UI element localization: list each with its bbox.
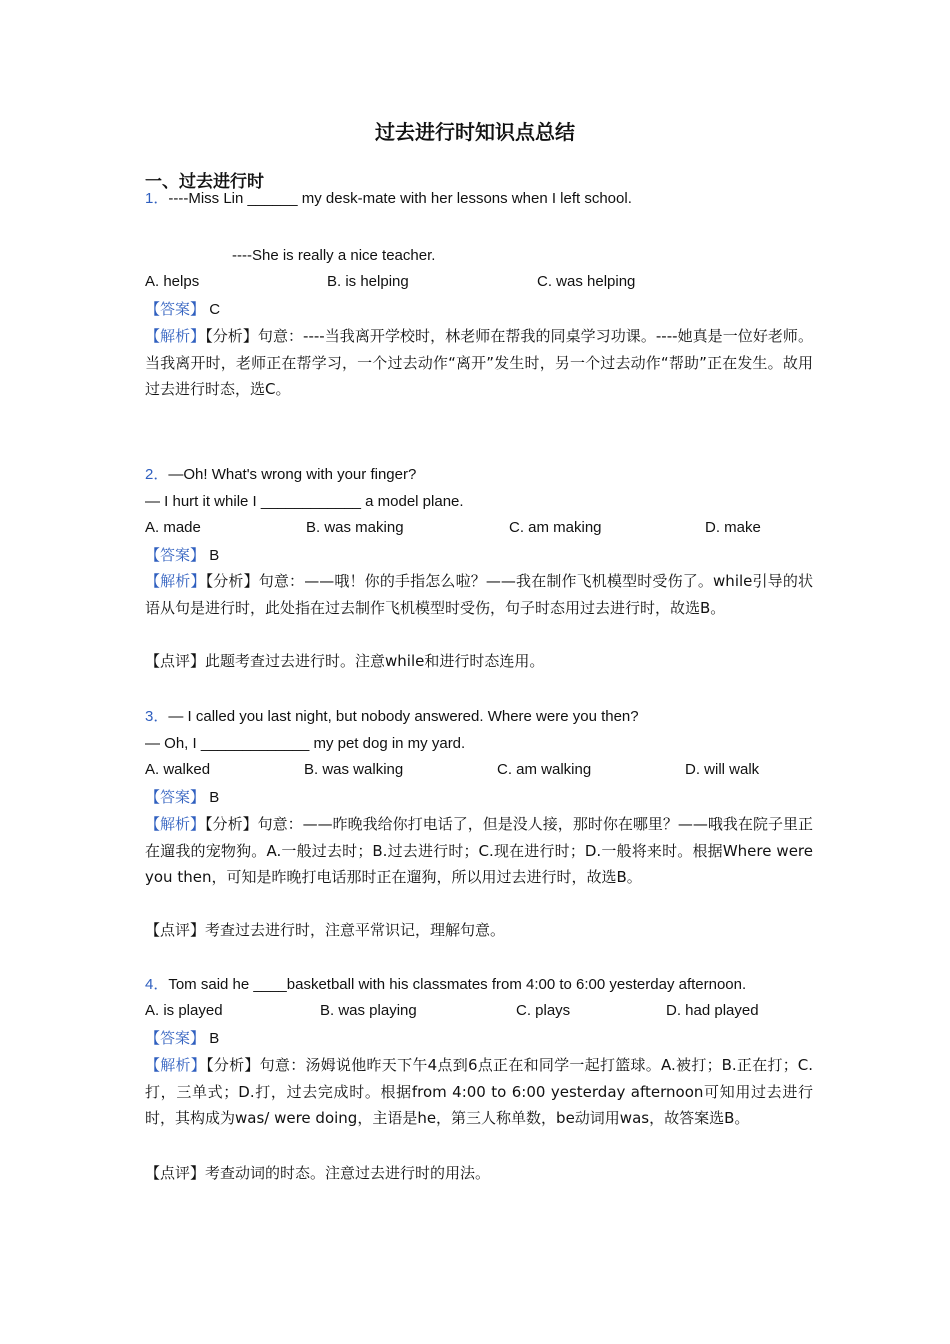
analysis-text: 【分析】句意：——昨晚我给你打电话了，但是没人接，那时你在哪里？——哦我在院子里正在遛我的宠物狗。A.一般过去时；B.过去进行时；C.现在进行时；D.一般将来时。根据Where were you then，可知是昨晚打电话那时正在遛狗，所以用过去进行时，故选B。 [145,815,813,886]
question-stem: — I hurt it while I ____________ a model plane. [145,493,464,510]
answer-line [145,787,219,808]
question-number: 4． [145,976,169,993]
comment: 【点评】考查动词的时态。注意过去进行时的用法。 [145,1164,491,1182]
option-a: A. helps [145,273,200,290]
question-stem: ----Miss Lin ______ my desk-mate with her lessons when I left school. [168,190,632,207]
answer-tag: 【答案】 [145,300,206,318]
option-a: A. walked [145,761,211,778]
question-stem: Tom said he ____basketball with his classmates from 4:00 to 6:00 yesterday afternoon. [168,976,747,993]
analysis [145,323,813,403]
option-c: C. am making [509,519,602,536]
option-b: B. was playing [320,1002,417,1019]
answer-line [145,299,220,320]
option-b: B. is helping [327,273,409,290]
answer-value: B [209,547,220,564]
question-stem: — Oh, I _____________ my pet dog in my yard. [145,735,466,752]
comment: 【点评】此题考查过去进行时。注意while和进行时态连用。 [145,652,545,670]
answer-value: B [209,789,220,806]
answer-tag: 【答案】 [145,1029,206,1047]
analysis-tag: 【解析】 [145,1056,207,1074]
option-c: C. plays [516,1002,571,1019]
answer-tag: 【答案】 [145,546,206,564]
question-stem: —Oh! What's wrong with your finger? [168,466,417,483]
option-a: A. made [145,519,201,536]
analysis-text: 【分析】句意：汤姆说他昨天下午4点到6点正在和同学一起打篮球。A.被打；B.正在打；C.打，三单式；D.打，过去完成时。根据from 4:00 to 6:00 yesterday afternoon可知用过去进行时，其构成为was/ were doing，主语是he，第三人称单数，be动词用was，故答案选B。 [145,1056,813,1127]
section-heading: 一、过去进行时 [145,172,264,192]
question-number: 3． [145,708,169,725]
analysis-tag: 【解析】 [145,327,206,345]
option-b: B. was walking [304,761,404,778]
question-stem: ----She is really a nice teacher. [232,247,436,264]
analysis [145,811,813,891]
answer-value: C [209,301,221,318]
page-title: 过去进行时知识点总结 [375,120,575,144]
analysis-text: 【分析】句意：——哦！你的手指怎么啦？——我在制作飞机模型时受伤了。while引导的状语从句是进行时，此处指在过去制作飞机模型时受伤，句子时态用过去进行时，故选B。 [145,572,813,617]
option-c: C. am walking [497,761,592,778]
analysis [145,1052,813,1132]
option-d: D. will walk [685,761,760,778]
analysis-tag: 【解析】 [145,815,206,833]
option-c: C. was helping [537,273,636,290]
question-number: 2． [145,466,169,483]
question-stem: — I called you last night, but nobody answered. Where were you then? [168,708,639,725]
answer-tag: 【答案】 [145,788,206,806]
comment: 【点评】考查过去进行时，注意平常识记，理解句意。 [145,921,506,939]
analysis-tag: 【解析】 [145,572,206,590]
analysis [145,568,813,621]
answer-line [145,1028,219,1049]
option-a: A. is played [145,1002,223,1019]
analysis-text: 【分析】句意：----当我离开学校时，林老师在帮我的同桌学习功课。----她真是一位好老师。当我离开时，老师正在帮学习，一个过去动作“离开”发生时，另一个过去动作“帮助”正在发生。故用过去进行时态，选C。 [145,327,813,398]
answer-line [145,545,219,566]
question-number: 1． [145,190,169,207]
option-d: D. had played [666,1002,759,1019]
option-b: B. was making [306,519,404,536]
option-d: D. make [705,519,761,536]
answer-value: B [209,1030,220,1047]
